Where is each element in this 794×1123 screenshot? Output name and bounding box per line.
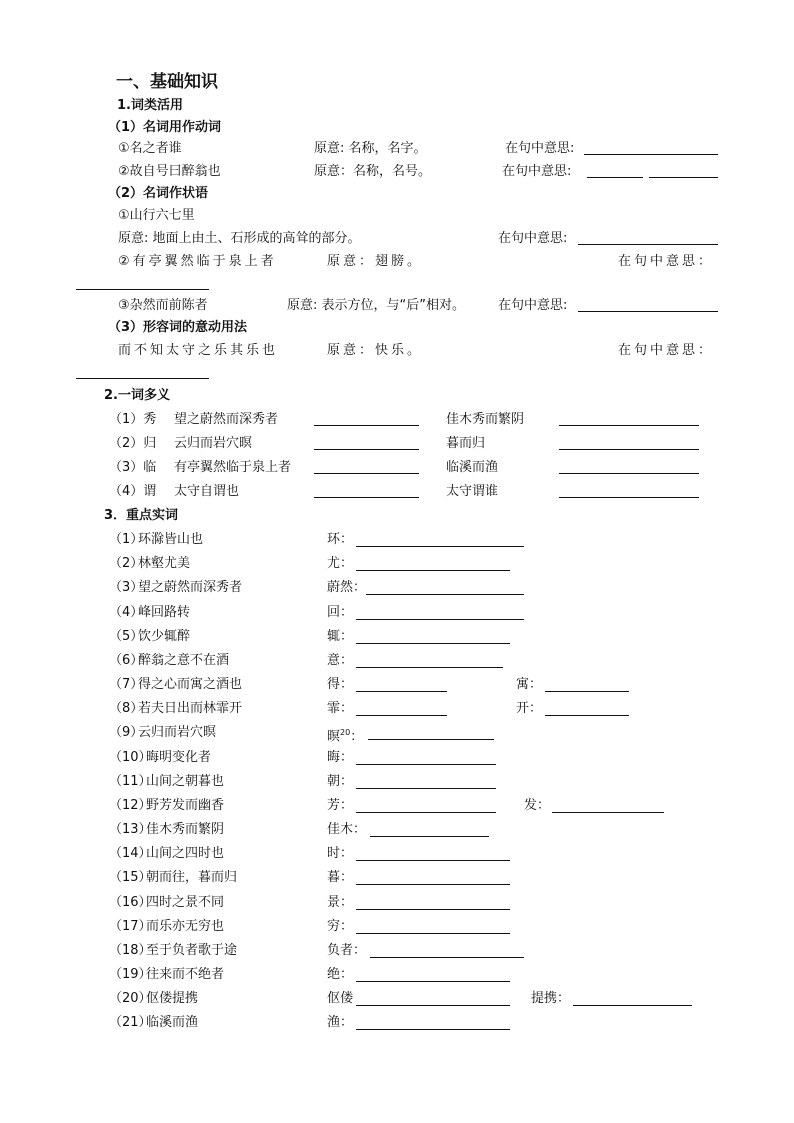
keyword-row-blank[interactable] <box>356 1029 510 1030</box>
keyword-row-phrase: 山间之四时也 <box>146 846 225 861</box>
keyword-row-number: （21） <box>109 1015 152 1030</box>
sub3-row1-prompt: 在句中意思： <box>618 343 715 358</box>
sub1-row2-original: 原意：名称，名号。 <box>314 164 432 179</box>
polysemy-row2-phrase1: 云归而岩穴暝 <box>174 436 253 451</box>
keyword-row-term: 霏： <box>327 701 354 716</box>
keyword-row-number: （7） <box>109 677 144 692</box>
polysemy-row2-number: （2）归 <box>109 436 157 451</box>
keyword-row-blank2[interactable] <box>545 715 629 716</box>
section-title: 一、基础知识 <box>116 72 218 92</box>
keyword-row-number: （16） <box>109 895 152 910</box>
keyword-term-colon: ： <box>350 729 364 745</box>
keyword-row-blank[interactable] <box>356 570 510 571</box>
keyword-row-phrase: 伛偻提携 <box>146 991 199 1006</box>
keyword-row-blank[interactable] <box>356 1005 510 1006</box>
keyword-row-blank2[interactable] <box>573 1005 692 1006</box>
keyword-row-phrase: 而乐亦无穷也 <box>146 919 225 934</box>
keyword-row-blank[interactable] <box>368 739 494 740</box>
keyword-row-number: （5） <box>109 629 144 644</box>
keyword-row-blank[interactable] <box>356 764 496 765</box>
keyword-row-number: （2） <box>109 556 144 571</box>
sub2-row2-answer-blank[interactable] <box>76 289 209 290</box>
sub1-heading: （1）名词用作动词 <box>108 120 222 135</box>
sub3-row1-original: 原意：快乐。 <box>327 343 424 358</box>
sub2-row1-original: 原意: 地面上由土、石形成的高耸的部分。 <box>118 231 361 246</box>
part1-heading: 1.词类活用 <box>117 98 183 113</box>
keyword-row-term: 时： <box>327 846 354 861</box>
sub3-heading: （3）形容词的意动用法 <box>108 320 248 335</box>
keyword-row-blank[interactable] <box>356 643 510 644</box>
keyword-row-blank[interactable] <box>356 788 496 789</box>
keyword-row-phrase: 至于负者歌于途 <box>146 943 238 958</box>
keyword-row-blank[interactable] <box>356 667 503 668</box>
polysemy-row2-blank1[interactable] <box>314 449 419 450</box>
keyword-row-phrase: 环滁皆山也 <box>138 532 204 547</box>
keyword-term-text: 暝 <box>327 729 341 745</box>
keyword-row-number: （13） <box>109 822 152 837</box>
keyword-row-phrase: 临溪而渔 <box>146 1015 199 1030</box>
keyword-row-number: （11） <box>109 774 152 789</box>
sub2-row1-answer-blank[interactable] <box>578 244 718 245</box>
keyword-row-phrase: 得之心而寓之酒也 <box>138 677 243 692</box>
keyword-row-blank[interactable] <box>356 691 447 692</box>
sub1-row2-prompt: 在句中意思: <box>502 164 572 179</box>
keyword-row-term: 芳： <box>327 798 354 813</box>
sub1-row1-original: 原意: 名称，名字。 <box>314 141 427 156</box>
sub1-row1-answer-blank[interactable] <box>584 154 718 155</box>
keyword-row-term2: 寓： <box>516 677 543 692</box>
keyword-row-blank[interactable] <box>356 909 510 910</box>
keyword-row-term: 伛偻 <box>327 991 354 1006</box>
keyword-row-blank[interactable] <box>356 933 510 934</box>
keyword-row-term: 意： <box>327 653 354 668</box>
sub2-row3-original: 原意: 表示方位，与“后”相对。 <box>287 298 465 313</box>
keyword-row-number: （10） <box>109 750 152 765</box>
polysemy-row4-number: （4）谓 <box>109 484 157 499</box>
keyword-row-term <box>327 725 363 745</box>
keyword-row-blank2[interactable] <box>552 812 664 813</box>
sub2-row1-prompt: 在句中意思: <box>498 231 568 246</box>
sub2-row1-phrase: ①山行六七里 <box>118 208 195 223</box>
keyword-row-term: 穷： <box>327 919 354 934</box>
polysemy-row3-blank1[interactable] <box>314 473 419 474</box>
keyword-row-term: 辄： <box>327 629 354 644</box>
polysemy-row3-number: （3）临 <box>109 460 157 475</box>
polysemy-row1-blank2[interactable] <box>559 425 699 426</box>
polysemy-row4-phrase2: 太守谓谁 <box>446 484 499 499</box>
keyword-row-phrase: 若夫日出而林霏开 <box>138 701 243 716</box>
keyword-row-number: （12） <box>109 798 152 813</box>
part3-heading: 3．重点实词 <box>104 508 179 523</box>
keyword-row-number: （17） <box>109 919 152 934</box>
keyword-row-term: 景： <box>327 895 354 910</box>
keyword-row-phrase: 林壑尤美 <box>138 556 191 571</box>
keyword-row-phrase: 醉翁之意不在酒 <box>138 653 230 668</box>
keyword-row-term: 朝： <box>327 774 354 789</box>
keyword-row-phrase: 四时之景不同 <box>146 895 225 910</box>
keyword-row-blank[interactable] <box>356 812 496 813</box>
polysemy-row3-blank2[interactable] <box>559 473 699 474</box>
keyword-row-phrase: 朝而往，暮而归 <box>146 870 238 885</box>
keyword-row-term: 绝： <box>327 967 354 982</box>
keyword-row-term: 负者： <box>327 943 367 958</box>
keyword-row-number: （19） <box>109 967 152 982</box>
polysemy-row1-phrase1: 望之蔚然而深秀者 <box>174 412 279 427</box>
polysemy-row4-phrase1: 太守自谓也 <box>174 484 240 499</box>
polysemy-row1-blank1[interactable] <box>314 425 419 426</box>
keyword-row-phrase: 峰回路转 <box>138 605 191 620</box>
keyword-row-phrase: 往来而不绝者 <box>146 967 225 982</box>
sub2-row3-prompt: 在句中意思: <box>498 298 568 313</box>
keyword-row-phrase: 野芳发而幽香 <box>146 798 225 813</box>
keyword-row-term: 回： <box>327 605 354 620</box>
keyword-row-phrase: 饮少辄醉 <box>138 629 191 644</box>
keyword-row-blank[interactable] <box>370 957 524 958</box>
polysemy-row2-blank2[interactable] <box>559 449 699 450</box>
keyword-row-blank[interactable] <box>356 546 524 547</box>
polysemy-row1-phrase2: 佳木秀而繁阴 <box>446 412 525 427</box>
keyword-row-blank[interactable] <box>366 594 524 595</box>
keyword-row-number: （15） <box>109 870 152 885</box>
keyword-row-phrase: 望之蔚然而深秀者 <box>138 580 243 595</box>
keyword-row-blank[interactable] <box>370 836 489 837</box>
sub2-heading: （2）名词作状语 <box>108 186 209 201</box>
keyword-row-term2: 开： <box>516 701 543 716</box>
keyword-row-phrase: 云归而岩穴暝 <box>138 725 217 740</box>
keyword-row-number: （8） <box>109 701 144 716</box>
keyword-row-term: 环： <box>327 532 354 547</box>
keyword-row-number: （4） <box>109 605 144 620</box>
sub1-row1-phrase: ①名之者谁 <box>118 141 182 156</box>
keyword-row-blank[interactable] <box>356 981 510 982</box>
footnote-marker: 20 <box>340 728 351 737</box>
keyword-row-blank[interactable] <box>356 860 510 861</box>
keyword-row-number: （20） <box>109 991 152 1006</box>
keyword-row-phrase: 山间之朝暮也 <box>146 774 225 789</box>
keyword-row-term: 渔： <box>327 1015 354 1030</box>
polysemy-row3-phrase1: 有亭翼然临于泉上者 <box>174 460 292 475</box>
keyword-row-number: （3） <box>109 580 144 595</box>
sub1-row2-answer-blank-a[interactable] <box>587 177 643 178</box>
sub1-row2-answer-blank-b[interactable] <box>649 177 718 178</box>
sub1-row1-prompt: 在句中意思: <box>505 141 575 156</box>
sub3-row1-phrase: 而不知太守之乐其乐也 <box>118 343 279 358</box>
sub2-row2-phrase: ②有亭翼然临于泉上者 <box>118 254 277 269</box>
keyword-row-term: 尤： <box>327 556 354 571</box>
polysemy-row4-blank2[interactable] <box>559 497 699 498</box>
keyword-row-term2: 提携： <box>531 991 571 1006</box>
keyword-row-term: 晦： <box>327 750 354 765</box>
keyword-row-number: （14） <box>109 846 152 861</box>
keyword-row-number: （18） <box>109 943 152 958</box>
sub1-row2-phrase: ②故自号曰醉翁也 <box>118 164 221 179</box>
sub2-row3-answer-blank[interactable] <box>578 311 718 312</box>
polysemy-row2-phrase2: 暮而归 <box>446 436 486 451</box>
sub2-row2-prompt: 在句中意思： <box>618 254 715 269</box>
keyword-row-term: 佳木： <box>327 822 367 837</box>
polysemy-row1-number: （1）秀 <box>109 412 157 427</box>
keyword-row-blank2[interactable] <box>545 691 629 692</box>
keyword-row-term2: 发： <box>524 798 551 813</box>
keyword-row-phrase: 佳木秀而繁阴 <box>146 822 225 837</box>
sub3-row1-answer-blank[interactable] <box>76 378 209 379</box>
keyword-row-term: 得： <box>327 677 354 692</box>
sub2-row2-original: 原意：翅膀。 <box>327 254 424 269</box>
keyword-row-blank[interactable] <box>356 715 447 716</box>
keyword-row-term: 蔚然： <box>327 580 367 595</box>
keyword-row-number: （6） <box>109 653 144 668</box>
keyword-row-number: （9） <box>109 725 144 740</box>
polysemy-row4-blank1[interactable] <box>314 497 419 498</box>
keyword-row-term: 暮： <box>327 870 354 885</box>
keyword-row-phrase: 晦明变化者 <box>146 750 212 765</box>
part2-heading: 2.一词多义 <box>104 388 170 403</box>
sub2-row3-phrase: ③杂然而前陈者 <box>118 298 208 313</box>
keyword-row-number: （1） <box>109 532 144 547</box>
keyword-row-blank[interactable] <box>356 619 524 620</box>
polysemy-row3-phrase2: 临溪而渔 <box>446 460 499 475</box>
keyword-row-blank[interactable] <box>356 884 510 885</box>
